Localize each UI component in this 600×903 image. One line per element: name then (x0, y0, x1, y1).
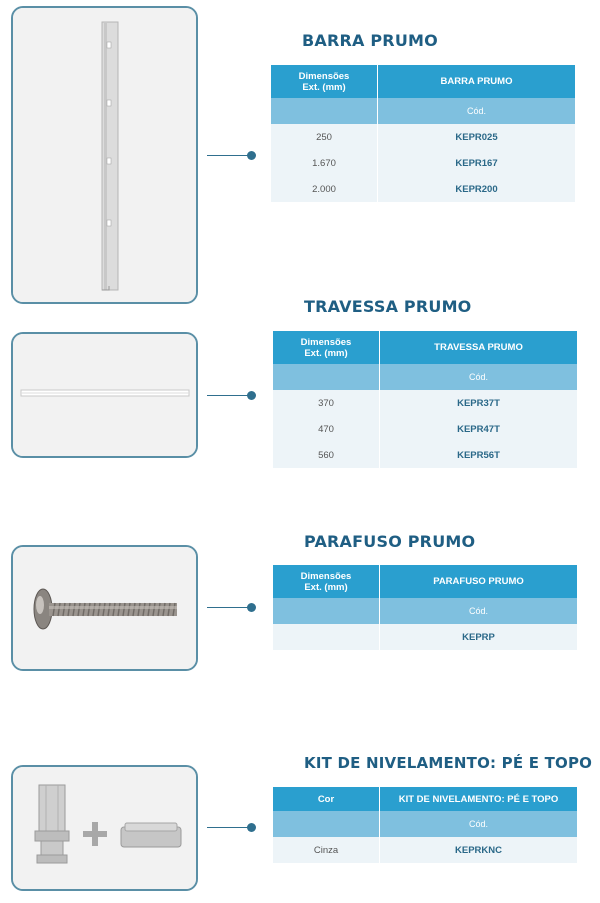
code-cell: KEPR47T (380, 416, 578, 442)
subheader-code-label: Cód. (380, 811, 578, 837)
connector-line (207, 607, 251, 608)
subheader-empty (273, 364, 380, 390)
subheader-empty (273, 598, 380, 624)
dimension-cell: 250 (271, 124, 378, 150)
connector-line (207, 155, 251, 156)
connector-dot (247, 823, 256, 832)
dimension-cell: 1.670 (271, 150, 378, 176)
section-title: BARRA PRUMO (302, 31, 438, 50)
subheader-code-label: Cód. (380, 598, 578, 624)
code-cell: KEPRP (380, 624, 578, 650)
column-header-dimensions: Dimensões Ext. (mm) (273, 331, 380, 364)
product-image-frame (11, 332, 198, 458)
spec-table (271, 65, 575, 202)
code-cell: KEPR200 (378, 176, 576, 202)
section-title: TRAVESSA PRUMO (304, 297, 472, 316)
code-cell: KEPR167 (378, 150, 576, 176)
table-row (273, 837, 577, 863)
column-header-color: Cor (273, 787, 380, 811)
spec-table (273, 565, 577, 650)
product-image-frame (11, 765, 198, 891)
code-cell: KEPR37T (380, 390, 578, 416)
connector-line (207, 827, 251, 828)
screw-image (13, 547, 196, 669)
column-header-product: TRAVESSA PRUMO (380, 331, 578, 364)
code-cell: KEPRKNC (380, 837, 578, 863)
dimension-cell (273, 624, 380, 650)
code-cell: KEPR025 (378, 124, 576, 150)
table-row (271, 176, 575, 202)
color-cell: Cinza (273, 837, 380, 863)
subheader-code-label: Cód. (380, 364, 578, 390)
vertical-bar-image (13, 8, 196, 302)
product-image-frame (11, 545, 198, 671)
section-title: KIT DE NIVELAMENTO: PÉ E TOPO (304, 754, 593, 772)
dimension-cell: 560 (273, 442, 380, 468)
table-row (271, 150, 575, 176)
subheader-empty (273, 811, 380, 837)
dimension-cell: 370 (273, 390, 380, 416)
column-header-product: BARRA PRUMO (378, 65, 576, 98)
table-row (273, 624, 577, 650)
subheader-empty (271, 98, 378, 124)
connector-dot (247, 391, 256, 400)
dimension-cell: 470 (273, 416, 380, 442)
table-row (273, 390, 577, 416)
table-row (271, 124, 575, 150)
dimension-cell: 2.000 (271, 176, 378, 202)
column-header-dimensions: Dimensões Ext. (mm) (271, 65, 378, 98)
table-row (273, 416, 577, 442)
section-title: PARAFUSO PRUMO (304, 532, 476, 551)
spec-table (273, 787, 577, 863)
subheader-code-label: Cód. (378, 98, 576, 124)
column-header-product: KIT DE NIVELAMENTO: PÉ E TOPO (380, 787, 578, 811)
spec-table (273, 331, 577, 468)
table-row (273, 442, 577, 468)
crossbar-image (13, 334, 196, 456)
connector-line (207, 395, 251, 396)
product-image-frame (11, 6, 198, 304)
connector-dot (247, 603, 256, 612)
column-header-product: PARAFUSO PRUMO (380, 565, 578, 598)
leveling-kit-image (13, 767, 196, 889)
connector-dot (247, 151, 256, 160)
code-cell: KEPR56T (380, 442, 578, 468)
top-cap-icon (121, 823, 181, 847)
column-header-dimensions: Dimensões Ext. (mm) (273, 565, 380, 598)
